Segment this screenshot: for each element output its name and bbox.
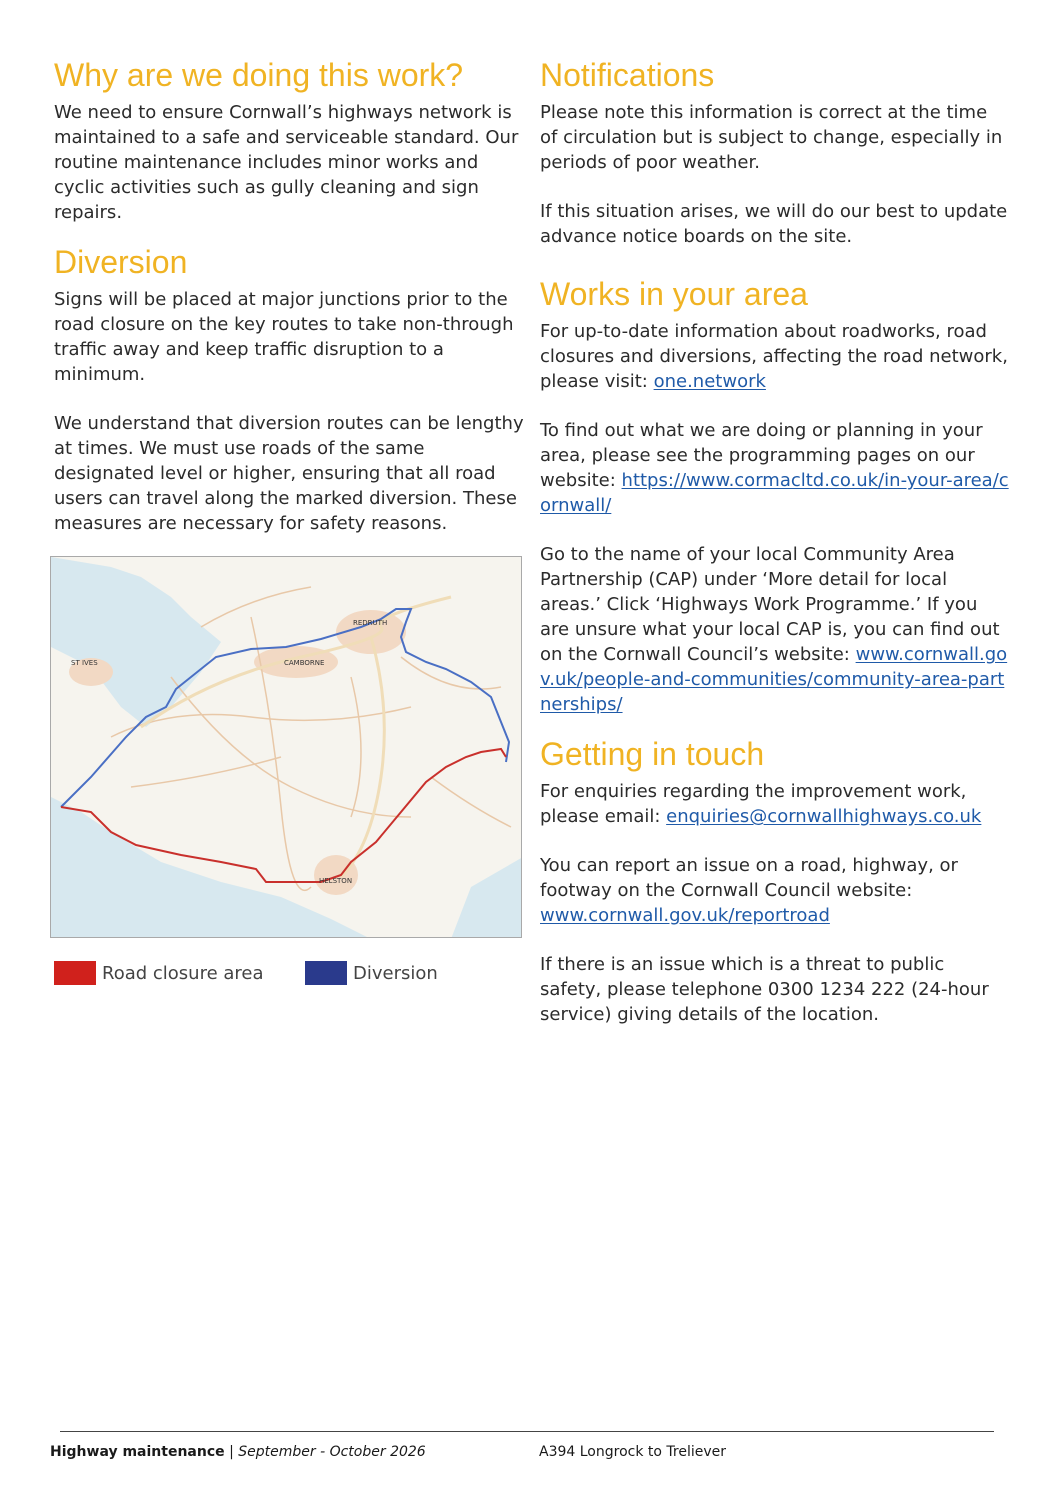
one-network-link[interactable]: one.network [653, 371, 766, 392]
closure-swatch [54, 961, 96, 985]
label-st-ives: ST IVES [71, 659, 98, 667]
map-graphic [51, 557, 522, 938]
works-para-1 [540, 319, 1010, 394]
contact-para-1-text: For enquiries regarding the improvement work, please email: [540, 781, 967, 827]
diversion-heading: Diversion [54, 244, 188, 280]
sea-east [451, 857, 522, 938]
right-column [540, 56, 1010, 1027]
notifications-body-2: If this situation arises, we will do our best to update advance notice boards on the site. [540, 201, 1008, 247]
diversion-legend-label: Diversion [353, 962, 438, 984]
diversion-body-2: We understand that diversion routes can be lengthy at times. We must use roads of the same designated level or higher, ensuring that all road users can travel along the marked diversion. These measures are necessary for safety reasons. [54, 413, 524, 534]
label-camborne: CAMBORNE [284, 659, 325, 667]
works-heading: Works in your area [540, 276, 808, 312]
contact-para-3: If there is an issue which is a threat to public safety, please telephone 0300 1234 222 (24-hour service) giving details of the location. [540, 954, 989, 1025]
works-para-2 [540, 418, 1010, 518]
closure-legend-label: Road closure area [102, 962, 264, 984]
works-para-3-text: Go to the name of your local Community Area Partnership (CAP) under ‘More detail for local areas.’ Click ‘Highways Work Programme.’ If you are unsure what your local CAP is, you can find out on the Cornwall Council’s website: [540, 544, 1000, 665]
notifications-body-1: Please note this information is correct at the time of circulation but is subject to change, especially in periods of poor weather. [540, 102, 1003, 173]
footer-scheme: A394 Longrock to Treliever [539, 1444, 727, 1460]
diversion-body-1: Signs will be placed at major junctions prior to the road closure on the key routes to take non-through traffic away and keep traffic disruption to a minimum. [54, 289, 514, 385]
cormac-link[interactable]: https://www.cormacltd.co.uk/in-your-area/cornwall/ [540, 470, 1009, 516]
footer-dates: September - October 2026 [238, 1444, 426, 1460]
works-para-2-text: To find out what we are doing or planning in your area, please see the programming pages on our website: [540, 420, 983, 491]
why-heading: Why are we doing this work? [54, 57, 464, 93]
sea-north [51, 557, 221, 727]
contact-para-2 [540, 853, 1010, 928]
diversion-map [50, 556, 522, 938]
label-helston: HELSTON [319, 877, 353, 885]
contact-para-2-text: You can report an issue on a road, highway, or footway on the Cornwall Council website: [540, 855, 958, 901]
diversion-swatch [305, 961, 347, 985]
contact-heading: Getting in touch [540, 736, 765, 772]
report-road-link[interactable]: www.cornwall.gov.uk/reportroad [540, 905, 830, 926]
label-redruth: REDRUTH [353, 619, 388, 627]
footer-divider [60, 1431, 994, 1432]
legend-diversion [305, 960, 438, 986]
legend-closure [54, 960, 264, 986]
footer-separator: | [224, 1444, 239, 1460]
notifications-heading: Notifications [540, 57, 715, 93]
footer-title: Highway maintenance [50, 1444, 225, 1460]
contact-para-1 [540, 779, 1010, 829]
email-link[interactable]: enquiries@cornwallhighways.co.uk [666, 806, 982, 827]
cap-link[interactable]: www.cornwall.gov.uk/people-and-communities/community-area-partnerships/ [540, 644, 1008, 715]
why-body: We need to ensure Cornwall’s highways network is maintained to a safe and serviceable standard. Our routine maintenance includes minor works and cyclic activities such as gully cleaning and sign repairs. [54, 102, 519, 223]
works-para-1-text: For up-to-date information about roadworks, road closures and diversions, affecting the road network, please visit: [540, 321, 1008, 392]
footer-left [50, 1444, 426, 1460]
left-column [54, 56, 524, 536]
works-para-3 [540, 542, 1010, 717]
